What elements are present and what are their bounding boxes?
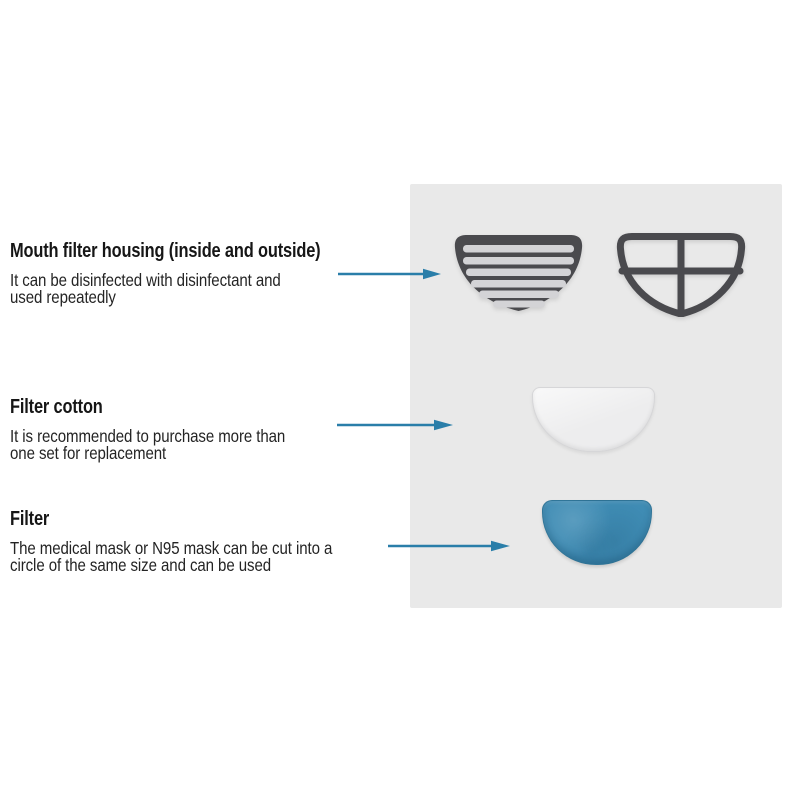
annotation-filter xyxy=(10,508,385,573)
annotation-filter-line2: circle of the same size and can be used xyxy=(10,554,272,575)
arrow-right-icon xyxy=(338,267,442,281)
annotation-housing-line2: used repeatedly xyxy=(10,286,116,307)
arrow-right-icon xyxy=(388,539,511,553)
annotation-filter-cotton-title: Filter cotton xyxy=(10,395,103,418)
annotation-filter-cotton-line1: It is recommended to purchase more than xyxy=(10,426,286,446)
annotation-filter-title: Filter xyxy=(10,507,50,530)
mouth-filter-housing-outside-image xyxy=(615,233,747,317)
annotation-filter-cotton-line2: one set for replacement xyxy=(10,442,167,463)
mouth-filter-housing-inside-image xyxy=(450,233,587,313)
annotation-filter-line1: The medical mask or N95 mask can be cut into a xyxy=(10,538,333,558)
arrow-right-icon xyxy=(337,418,454,432)
annotation-filter-cotton xyxy=(10,396,330,461)
annotation-housing-title: Mouth filter housing (inside and outside) xyxy=(10,239,321,262)
filter-image xyxy=(542,500,652,565)
filter-cotton-image xyxy=(532,387,655,452)
annotation-housing-line1: It can be disinfected with disinfectant and xyxy=(10,270,281,290)
